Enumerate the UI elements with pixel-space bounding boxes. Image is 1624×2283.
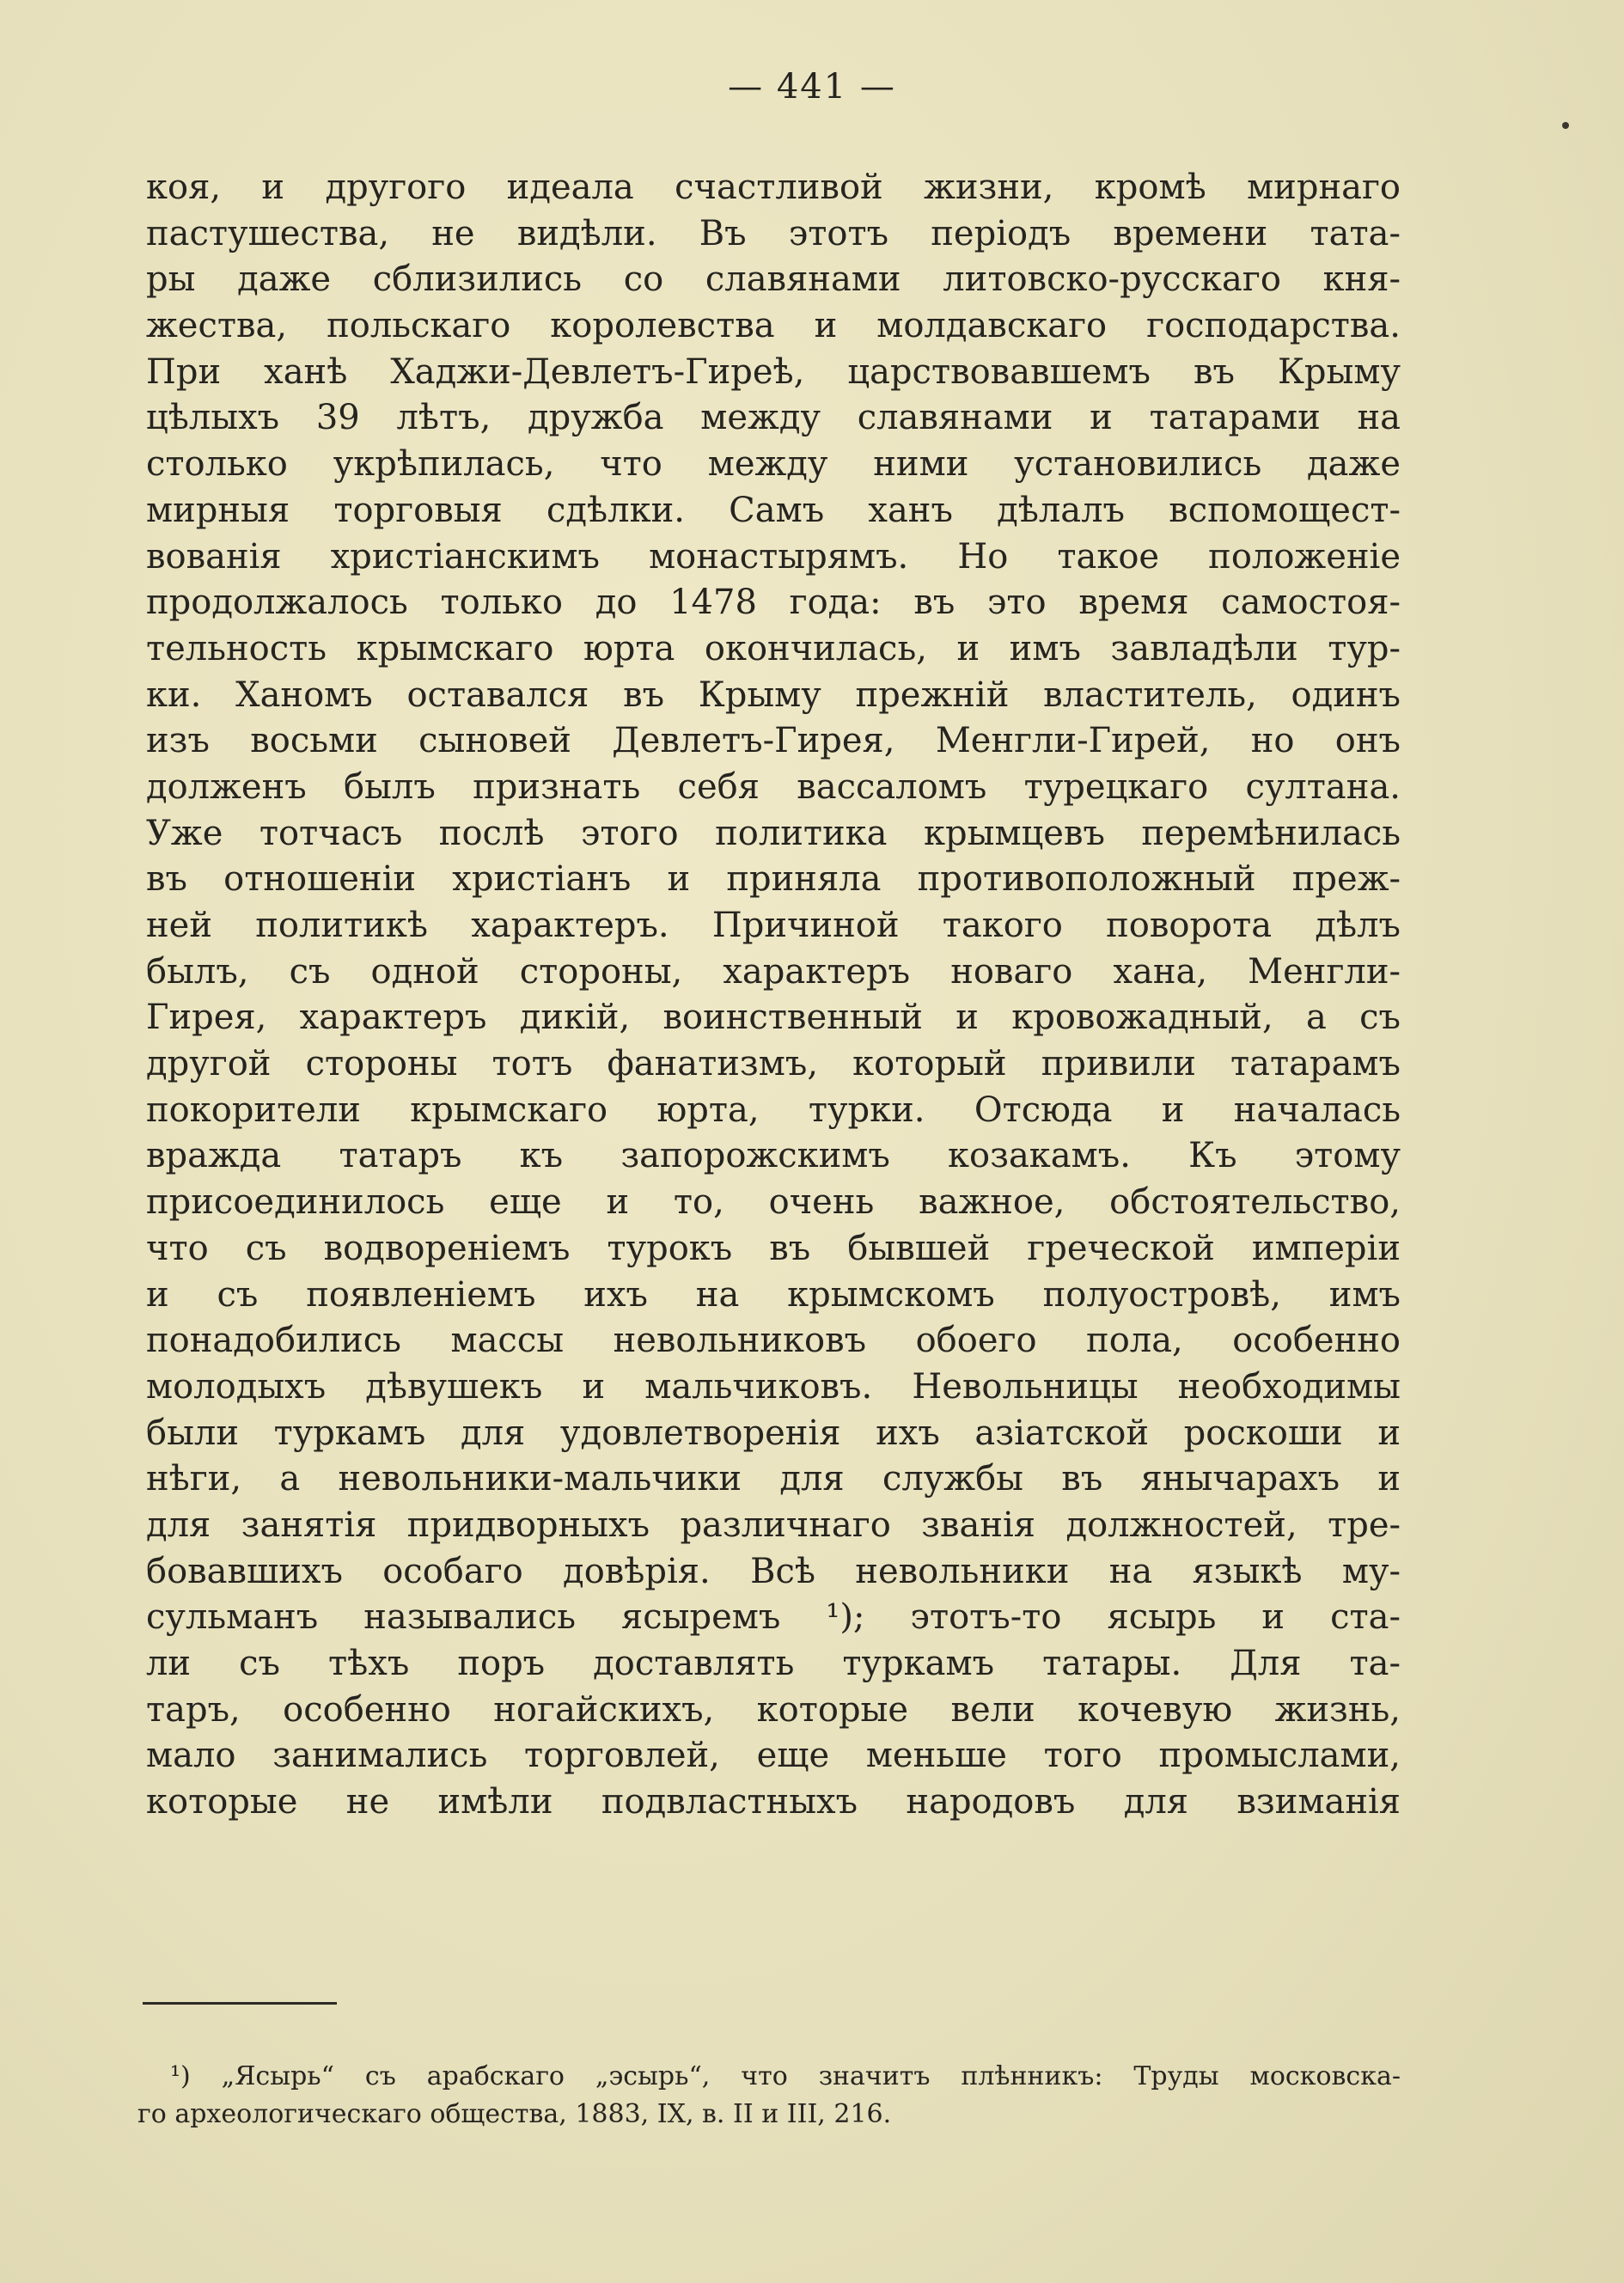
- text-line: былъ, съ одной стороны, характеръ новаго хана, Менгли-: [146, 951, 1401, 992]
- text-line: При ханѣ Хаджи-Девлетъ-Гиреѣ, царствовавшемъ въ Крыму: [146, 351, 1401, 392]
- text-line: жества, польскаго королевства и молдавскаго господарства.: [146, 306, 1401, 346]
- text-line: были туркамъ для удовлетворенія ихъ азіатской роскоши и: [146, 1413, 1401, 1453]
- text-line: и съ появленіемъ ихъ на крымскомъ полуостровѣ, имъ: [146, 1274, 1401, 1315]
- footnote-divider: [143, 2002, 337, 2005]
- text-line: Уже тотчасъ послѣ этого политика крымцевъ перемѣнилась: [146, 813, 1401, 853]
- text-line: ли съ тѣхъ поръ доставлять туркамъ татары. Для та-: [146, 1644, 1401, 1683]
- text-line: что съ водвореніемъ турокъ въ бывшей греческой имперіи: [146, 1228, 1401, 1268]
- text-line: ры даже сблизились со славянами литовско-русскаго кня-: [146, 259, 1401, 300]
- text-line: мало занимались торговлей, еще меньше того промыслами,: [146, 1736, 1401, 1776]
- text-line: Гирея, характеръ дикій, воинственный и кровожадный, а съ: [146, 998, 1401, 1038]
- text-line: ки. Ханомъ оставался въ Крыму прежній властитель, одинъ: [146, 675, 1401, 715]
- text-line: изъ восьми сыновей Девлетъ-Гирея, Менгли-Гирей, но онъ: [146, 721, 1401, 761]
- page-number: — 441 —: [728, 67, 896, 107]
- footnote-line: го археологическаго общества, 1883, IX, в. II и III, 216.: [137, 2099, 892, 2129]
- text-line: нѣги, а невольники-мальчики для службы въ янычарахъ и: [146, 1459, 1401, 1499]
- text-line: тельность крымскаго юрта окончилась, и имъ завладѣли тур-: [146, 628, 1401, 668]
- text-line: продолжалось только до 1478 года: въ это время самостоя-: [146, 583, 1401, 623]
- text-line: ней политикѣ характеръ. Причиной такого поворота дѣлъ: [146, 906, 1401, 945]
- text-line: столько укрѣпилась, что между ними установились даже: [146, 444, 1401, 485]
- footnotes: [137, 2058, 1401, 2133]
- text-line: мирныя торговыя сдѣлки. Самъ ханъ дѣлалъ вспомощест-: [146, 490, 1401, 530]
- text-line: другой стороны тотъ фанатизмъ, который привили татарамъ: [146, 1044, 1401, 1084]
- ink-speck: [1562, 122, 1569, 129]
- text-line: таръ, особенно ногайскихъ, которые вели кочевую жизнь,: [146, 1689, 1401, 1730]
- text-line: сульманъ назывались ясыремъ ¹); этотъ-то ясырь и ста-: [146, 1597, 1401, 1638]
- text-line: молодыхъ дѣвушекъ и мальчиковъ. Невольницы необходимы: [146, 1366, 1401, 1407]
- text-line: покорители крымскаго юрта, турки. Отсюда и началась: [146, 1090, 1401, 1130]
- text-line: долженъ былъ признать себя вассаломъ турецкаго султана.: [146, 766, 1401, 807]
- text-line: понадобились массы невольниковъ обоего пола, особенно: [146, 1321, 1401, 1361]
- body-text: [146, 165, 1401, 1826]
- text-line: для занятія придворныхъ различнаго званія должностей, тре-: [146, 1505, 1401, 1545]
- text-line: которые не имѣли подвластныхъ народовъ для взиманія: [146, 1782, 1401, 1822]
- text-line: вованія христіанскимъ монастырямъ. Но такое положеніе: [146, 536, 1401, 577]
- text-line: въ отношеніи христіанъ и приняла противоположный преж-: [146, 859, 1401, 900]
- footnote-line: ¹) „Ясырь“ съ арабскаго „эсырь“, что значитъ плѣнникъ: Труды московска-: [170, 2061, 1401, 2091]
- text-line: бовавшихъ особаго довѣрія. Всѣ невольники на языкѣ му-: [146, 1551, 1401, 1591]
- text-line: пастушества, не видѣли. Въ этотъ періодъ времени тата-: [146, 213, 1401, 253]
- text-line: присоединилось еще и то, очень важное, обстоятельство,: [146, 1182, 1401, 1223]
- text-line: вражда татаръ къ запорожскимъ козакамъ. Къ этому: [146, 1136, 1401, 1176]
- text-line: коя, и другого идеала счастливой жизни, кромѣ мирнаго: [146, 168, 1401, 207]
- text-line: цѣлыхъ 39 лѣтъ, дружба между славянами и татарами на: [146, 398, 1401, 438]
